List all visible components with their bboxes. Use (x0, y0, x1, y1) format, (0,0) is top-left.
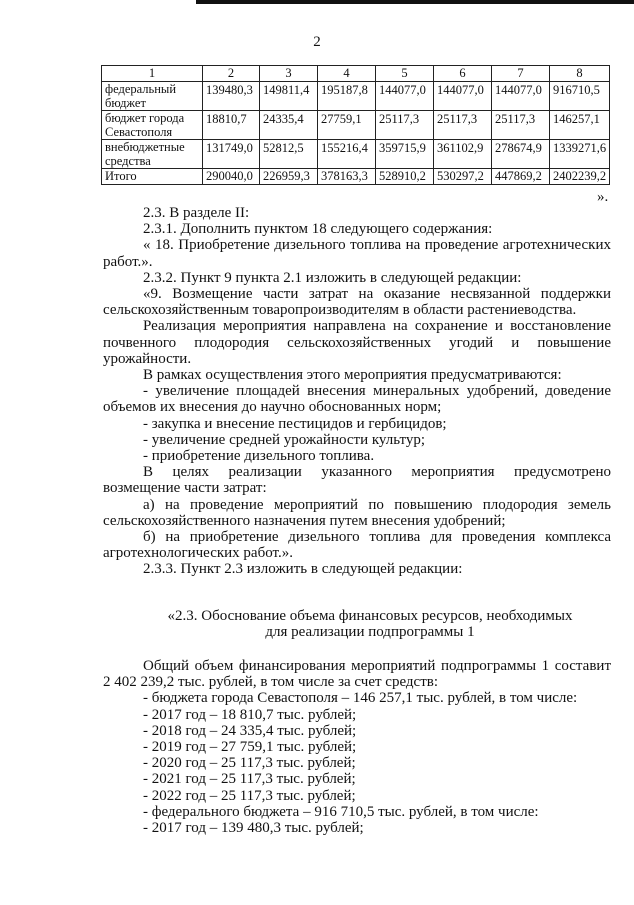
paragraph: Реализация мероприятия направлена на сохранение и восстановление почвенного плодородия сельскохозяйственных угодий и повышение урожайности. (103, 318, 611, 367)
list-item: - 2021 год – 25 117,3 тыс. рублей; (143, 771, 356, 788)
table-cell: 139480,3 (203, 82, 260, 111)
table-cell: 149811,4 (260, 82, 318, 111)
table-cell: 18810,7 (203, 111, 260, 140)
table-row (102, 82, 610, 111)
paragraph: б) на приобретение дизельного топлива для проведения комплекса агротехнологических работ.». (103, 529, 611, 562)
table-header-cell: 8 (550, 66, 610, 82)
paragraph: а) на проведение мероприятий по повышению плодородия земель сельскохозяйственного назначения путем внесения удобрений; (103, 496, 611, 529)
paragraph: Общий объем финансирования мероприятий подпрограммы 1 составит 2 402 239,2 тыс. рублей, в том числе за счет средств: (103, 658, 611, 691)
closing-quote: ». (597, 189, 609, 205)
list-item: - 2017 год – 18 810,7 тыс. рублей; (143, 706, 357, 723)
row-label: Итого (102, 169, 203, 185)
table-header-row (102, 66, 610, 82)
financing-table (101, 65, 610, 185)
table-cell: 528910,2 (376, 169, 434, 185)
table-cell: 144077,0 (434, 82, 492, 111)
table-cell: 447869,2 (492, 169, 550, 185)
paragraph: - увеличение площадей внесения минеральных удобрений, доведение объемов их внесения до научно обоснованных норм; (103, 383, 611, 416)
table-header-cell: 6 (434, 66, 492, 82)
table-header-cell: 2 (203, 66, 260, 82)
table-header-cell: 7 (492, 66, 550, 82)
row-label: бюджет города Севастополя (102, 111, 203, 140)
table-header-cell: 5 (376, 66, 434, 82)
body-text-1 (103, 205, 611, 578)
paragraph: - бюджета города Севастополя – 146 257,1 тыс. рублей, в том числе: (143, 690, 578, 707)
table-cell: 25117,3 (492, 111, 550, 140)
table-header-cell: 1 (102, 66, 203, 82)
paragraph: - увеличение средней урожайности культур; (143, 431, 426, 448)
table-cell: 25117,3 (434, 111, 492, 140)
table-cell: 278674,9 (492, 140, 550, 169)
table-cell: 146257,1 (550, 111, 610, 140)
paragraph: 2.3.3. Пункт 2.3 изложить в следующей редакции: (143, 561, 463, 578)
paragraph: - приобретение дизельного топлива. (143, 448, 375, 465)
table-cell: 2402239,2 (550, 169, 610, 185)
table-row (102, 140, 610, 169)
table-cell: 361102,9 (434, 140, 492, 169)
table-cell: 155216,4 (318, 140, 376, 169)
table-cell: 52812,5 (260, 140, 318, 169)
list-item: - 2018 год – 24 335,4 тыс. рублей; (143, 722, 357, 739)
paragraph: 2.3.2. Пункт 9 пункта 2.1 изложить в следующей редакции: (143, 269, 522, 286)
paragraph: В рамках осуществления этого мероприятия предусматриваются: (143, 367, 562, 384)
table-header-cell: 3 (260, 66, 318, 82)
table-cell: 24335,4 (260, 111, 318, 140)
paragraph: « 18. Приобретение дизельного топлива на проведение агротехнических работ.». (103, 237, 611, 270)
table-cell: 27759,1 (318, 111, 376, 140)
table-row (102, 111, 610, 140)
list-item: - 2022 год – 25 117,3 тыс. рублей; (143, 787, 356, 804)
table-cell: 131749,0 (203, 140, 260, 169)
table-cell: 290040,0 (203, 169, 260, 185)
table-cell: 916710,5 (550, 82, 610, 111)
row-label: внебюджетные средства (102, 140, 203, 169)
table-cell: 25117,3 (376, 111, 434, 140)
body-text-2 (103, 658, 611, 836)
section-heading (150, 608, 590, 640)
table-cell: 226959,3 (260, 169, 318, 185)
top-edge-bar (196, 0, 634, 4)
table-cell: 530297,2 (434, 169, 492, 185)
paragraph: В целях реализации указанного мероприятия предусмотрено возмещение части затрат: (103, 464, 611, 497)
list-item: - 2020 год – 25 117,3 тыс. рублей; (143, 755, 356, 772)
paragraph: 2.3.1. Дополнить пунктом 18 следующего содержания: (143, 221, 493, 238)
paragraph: - закупка и внесение пестицидов и гербицидов; (143, 415, 447, 432)
heading-line: для реализации подпрограммы 1 (265, 624, 475, 641)
table-cell: 144077,0 (492, 82, 550, 111)
table-cell: 195187,8 (318, 82, 376, 111)
paragraph: «9. Возмещение части затрат на оказание несвязанной поддержки сельскохозяйственным товаропроизводителям в области растениеводства. (103, 286, 611, 319)
heading-line: «2.3. Обоснование объема финансовых ресурсов, необходимых (167, 608, 573, 624)
table-cell: 359715,9 (376, 140, 434, 169)
page-number: 2 (313, 34, 321, 50)
list-item: - 2019 год – 27 759,1 тыс. рублей; (143, 739, 357, 756)
table-cell: 144077,0 (376, 82, 434, 111)
paragraph: - федерального бюджета – 916 710,5 тыс. рублей, в том числе: (143, 803, 539, 820)
list-item: - 2017 год – 139 480,3 тыс. рублей; (143, 820, 364, 837)
table-row-total (102, 169, 610, 185)
row-label: федеральный бюджет (102, 82, 203, 111)
paragraph: 2.3. В разделе II: (143, 205, 250, 221)
table-cell: 378163,3 (318, 169, 376, 185)
table-cell: 1339271,6 (550, 140, 610, 169)
table-header-cell: 4 (318, 66, 376, 82)
